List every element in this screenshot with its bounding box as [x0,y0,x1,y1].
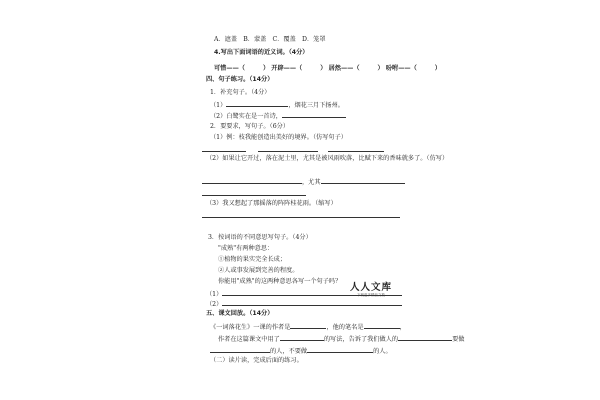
options-line: A．遮盖 B．蒙盖 C．覆盖 D．笼罩 [214,36,326,43]
reading-instruction: （二）读片读，完成后面的练习。 [210,357,303,364]
synonym-word-2: 开辟 [271,65,284,72]
question-2-1: （1）例：枝我能创造出美好的境界。（仿写句子） [210,134,347,141]
fill-blank-1-1[interactable] [226,100,288,107]
synonym-word-4: 吩咐 [385,65,399,72]
meaning-2: ②人或事发展到完善的程度。 [218,267,299,274]
answer-blank-2-1b[interactable] [258,145,318,152]
question-3-ask: 你能用"成熟"的这两种意思各写一个句子吗？ [218,278,342,285]
synonym-answer-3[interactable] [360,64,378,70]
synonym-answer-4[interactable] [417,64,435,70]
question-3: 3．按词语的不同意思写句子。（4分） [208,234,312,241]
answer-blank-2-1c[interactable] [328,145,384,152]
meaning-1: ①植物的果实完全长成； [218,256,287,263]
review-blank-author[interactable] [290,322,326,329]
answer-line-2-1 [202,145,384,155]
answer-blank-2-2b[interactable] [321,177,405,184]
synonym-word-1: 可惜 [214,65,227,72]
synonym-row: 可惜——（ ） 开辟——（ ） 居然——（ ） 吩咐——（ ） [214,65,441,72]
answer-blank-3-2[interactable] [222,299,402,306]
question-4-title: 4.写出下面词语的近义词。（4分） [214,49,309,56]
answer-blank-3-1[interactable] [222,289,402,296]
question-2-3: （3）我又想起了那摇落的阵阵桂花雨。（缩写） [206,200,337,207]
fill-blank-1-2[interactable] [282,111,346,118]
section-5-title: 五、课文回放。（14分） [206,310,274,317]
answer-blank-2-3[interactable] [202,211,400,218]
review-line-3: 的人，不要做 的人。 [210,346,392,356]
synonym-answer-1[interactable] [245,64,263,70]
question-2-2: （2）如果让它开过，落在泥土里，尤其是被风雨吹落，比赋下来的香味就多了。（仿写） [206,155,449,162]
question-1-2: （2）白鹭实在是一首诗， [210,111,346,121]
synonym-answer-2[interactable] [302,64,320,70]
chengshu-intro: "成熟"有两种意思： [218,245,274,252]
review-blank-method[interactable] [280,334,324,341]
answer-blank-2-2c[interactable] [202,189,306,196]
question-3-answer-2: （2） [206,299,402,309]
watermark-sub: 下载更多精品文档 [357,293,385,297]
watermark-main: 人人文库 [349,282,392,293]
answer-line-2-3 [202,211,400,221]
answer-blank-2-1a[interactable] [202,145,246,152]
question-3-answer-1: （1） [206,289,402,299]
synonym-word-3: 居然 [328,65,341,72]
answer-blank-2-2a[interactable] [202,177,302,184]
review-blank-penname[interactable] [364,322,400,329]
answer-line-2-2: ，尤其 [202,177,405,187]
section-4-title: 四、句子练习。（14分） [206,76,274,83]
review-line-2: 作者在这篇课文中用了 的写法，告诉了我们做人的 要做 [218,336,465,343]
review-blank-be[interactable] [210,346,270,353]
review-blank-principle[interactable] [398,334,452,341]
question-1: 1．补充句子。（4分） [210,89,271,96]
review-blank-notbe[interactable] [307,346,373,353]
question-2: 2．要要求，写句子。（6分） [210,123,290,130]
review-line-1: 《一词落花生》一课的作者是 ，他的笔名是 ， [210,324,406,331]
question-1-1: （1） ，烟花三月下扬州。 [210,102,344,109]
answer-line-2-2c [202,189,306,199]
